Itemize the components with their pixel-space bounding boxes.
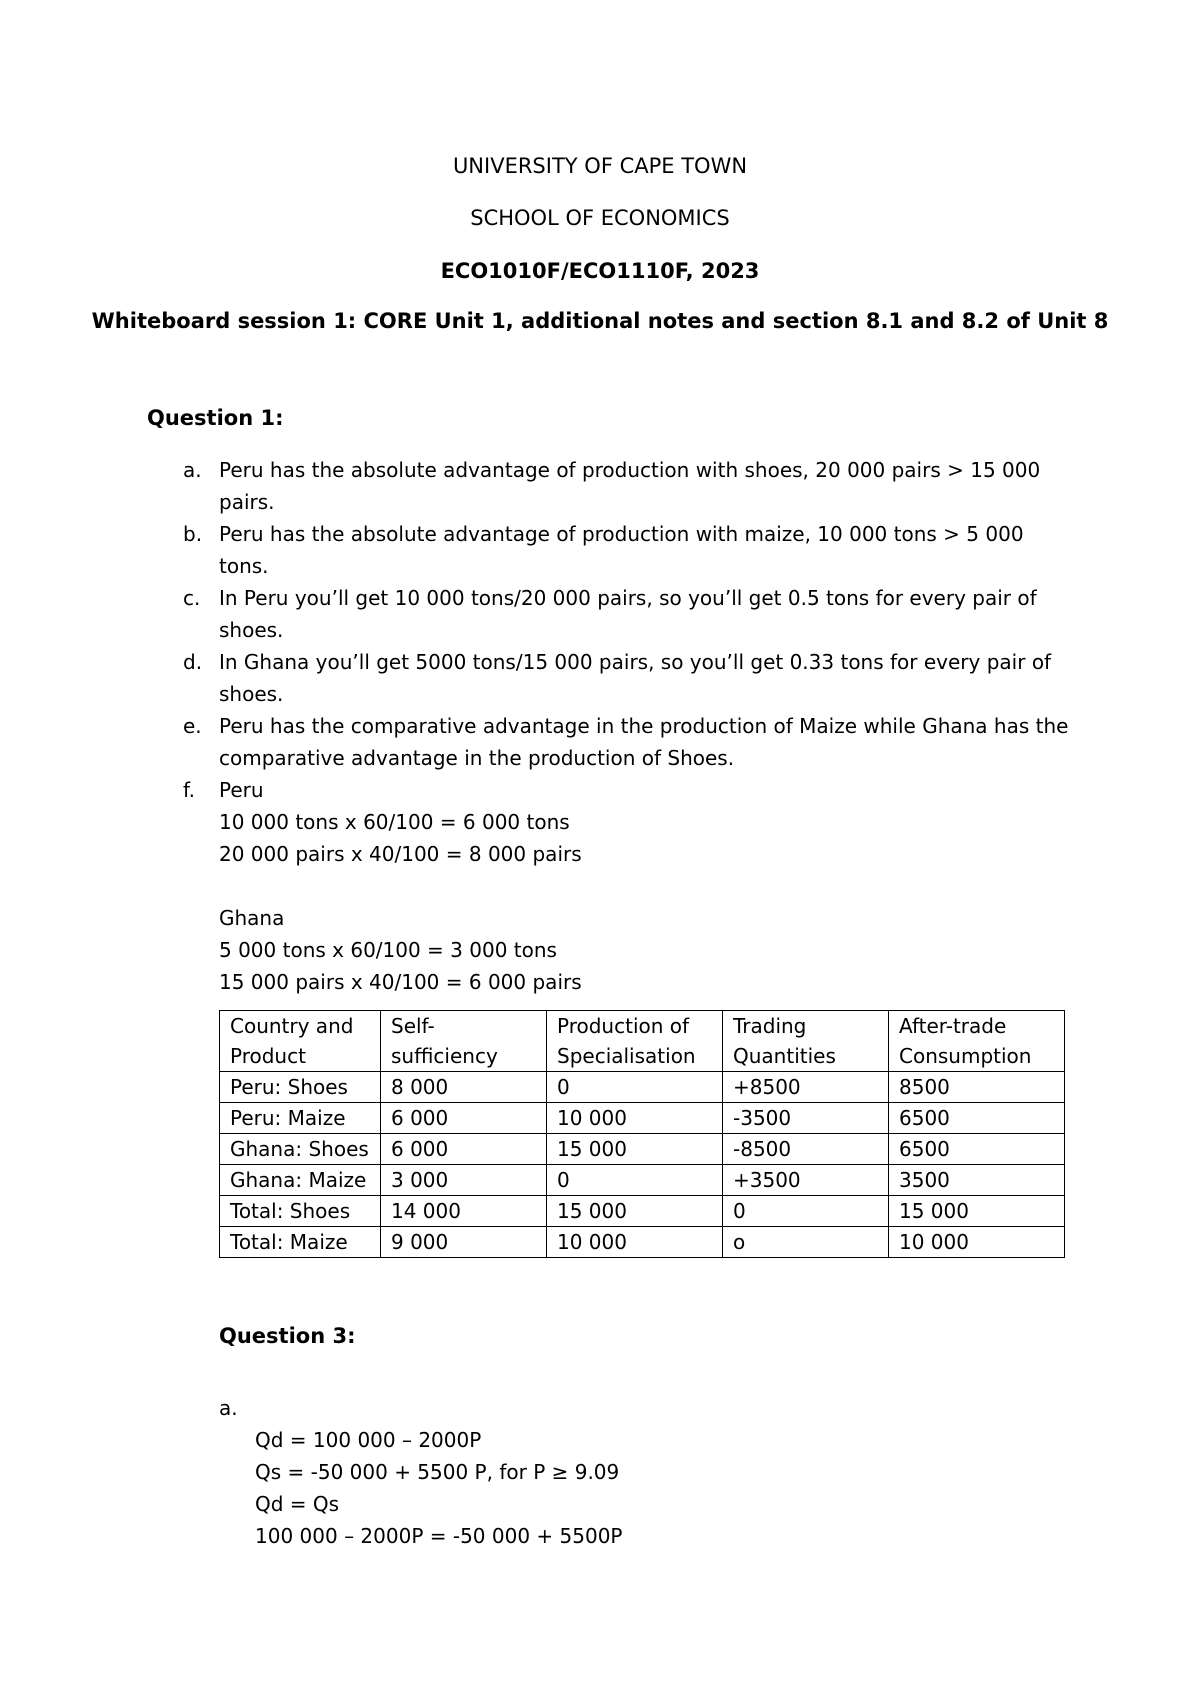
table-cell: 3500 [889,1165,1065,1196]
table-cell: 6500 [889,1134,1065,1165]
answer-item-c [0,582,1079,646]
table-cell: 15 000 [889,1196,1065,1227]
calc-spacer [219,870,1079,902]
answer-item-d [0,646,1079,710]
table-header-cell: Country and Product [220,1011,381,1072]
table-cell: 6 000 [381,1134,547,1165]
table-cell: 15 000 [547,1196,723,1227]
table-row [220,1072,1065,1103]
calc-line: Ghana [219,906,285,930]
equation-line: Qd = 100 000 – 2000P [255,1428,482,1452]
answer-label: c. [183,586,201,610]
calculation-block [219,774,1079,998]
table-cell: -8500 [723,1134,889,1165]
answer-label: e. [183,714,202,738]
answer-label: b. [183,522,203,546]
table-cell: 8500 [889,1072,1065,1103]
table-cell: Peru: Maize [220,1103,381,1134]
question-3-equations [255,1424,622,1552]
table-cell: 6 000 [381,1103,547,1134]
table-cell: 0 [547,1165,723,1196]
table-cell: 0 [547,1072,723,1103]
table-header-cell: After-trade Consumption [889,1011,1065,1072]
table-cell: +8500 [723,1072,889,1103]
table-row [220,1196,1065,1227]
answer-label: f. [183,778,195,802]
table-cell: 0 [723,1196,889,1227]
table-cell: -3500 [723,1103,889,1134]
calc-line: 5 000 tons x 60/100 = 3 000 tons [219,938,557,962]
equation-line: Qs = -50 000 + 5500 P, for P ≥ 9.09 [255,1460,620,1484]
answer-text: Peru has the comparative advantage in the production of Maize while Ghana has the comparative advantage in the production of Shoes. [219,714,1069,770]
question-1-answers [0,454,1200,998]
answer-text: In Peru you’ll get 10 000 tons/20 000 pairs, so you’ll get 0.5 tons for every pair of shoes. [219,586,1037,642]
question-1-heading: Question 1: [147,406,284,430]
answer-label: d. [183,650,203,674]
school-title: SCHOOL OF ECONOMICS [470,206,730,230]
table-row [220,1134,1065,1165]
table-cell: 14 000 [381,1196,547,1227]
table-cell: Ghana: Shoes [220,1134,381,1165]
table-header-cell: Trading Quantities [723,1011,889,1072]
calc-line: 20 000 pairs x 40/100 = 8 000 pairs [219,842,582,866]
equation-line: 100 000 – 2000P = -50 000 + 5500P [255,1524,623,1548]
table-cell: 6500 [889,1103,1065,1134]
table-row [220,1165,1065,1196]
trade-table [219,1010,1065,1258]
table-cell: Ghana: Maize [220,1165,381,1196]
table-header-cell: Self-sufficiency [381,1011,547,1072]
answer-item-f [0,774,1079,998]
table-cell: Peru: Shoes [220,1072,381,1103]
table-cell: 3 000 [381,1165,547,1196]
answer-item-b [0,518,1079,582]
course-code: ECO1010F/ECO1110F, 2023 [440,259,760,283]
table-row [220,1227,1065,1258]
calc-line: Peru [219,778,264,802]
table-header-row [220,1011,1065,1072]
calc-line: 15 000 pairs x 40/100 = 6 000 pairs [219,970,582,994]
question-3-label: a. [219,1396,238,1420]
table-cell: 9 000 [381,1227,547,1258]
table-cell: 10 000 [889,1227,1065,1258]
answer-text: In Ghana you’ll get 5000 tons/15 000 pairs, so you’ll get 0.33 tons for every pair of shoes. [219,650,1052,706]
answer-text: Peru has the absolute advantage of production with shoes, 20 000 pairs > 15 000 pairs. [219,458,1041,514]
calc-line: 10 000 tons x 60/100 = 6 000 tons [219,810,570,834]
table-header-cell: Production of Specialisation [547,1011,723,1072]
university-title: UNIVERSITY OF CAPE TOWN [452,154,748,178]
answer-item-a [0,454,1079,518]
table-cell: o [723,1227,889,1258]
table-cell: Total: Shoes [220,1196,381,1227]
question-3-heading: Question 3: [219,1324,356,1348]
table-cell: 10 000 [547,1227,723,1258]
table-cell: +3500 [723,1165,889,1196]
table-cell: 15 000 [547,1134,723,1165]
table-cell: 8 000 [381,1072,547,1103]
answer-label: a. [183,458,202,482]
answer-item-e [0,710,1079,774]
table-row [220,1103,1065,1134]
answer-text: Peru has the absolute advantage of production with maize, 10 000 tons > 5 000 tons. [219,522,1024,578]
equation-line: Qd = Qs [255,1492,340,1516]
table-cell: 10 000 [547,1103,723,1134]
session-title: Whiteboard session 1: CORE Unit 1, additional notes and section 8.1 and 8.2 of Unit 8 [91,309,1109,333]
table-cell: Total: Maize [220,1227,381,1258]
